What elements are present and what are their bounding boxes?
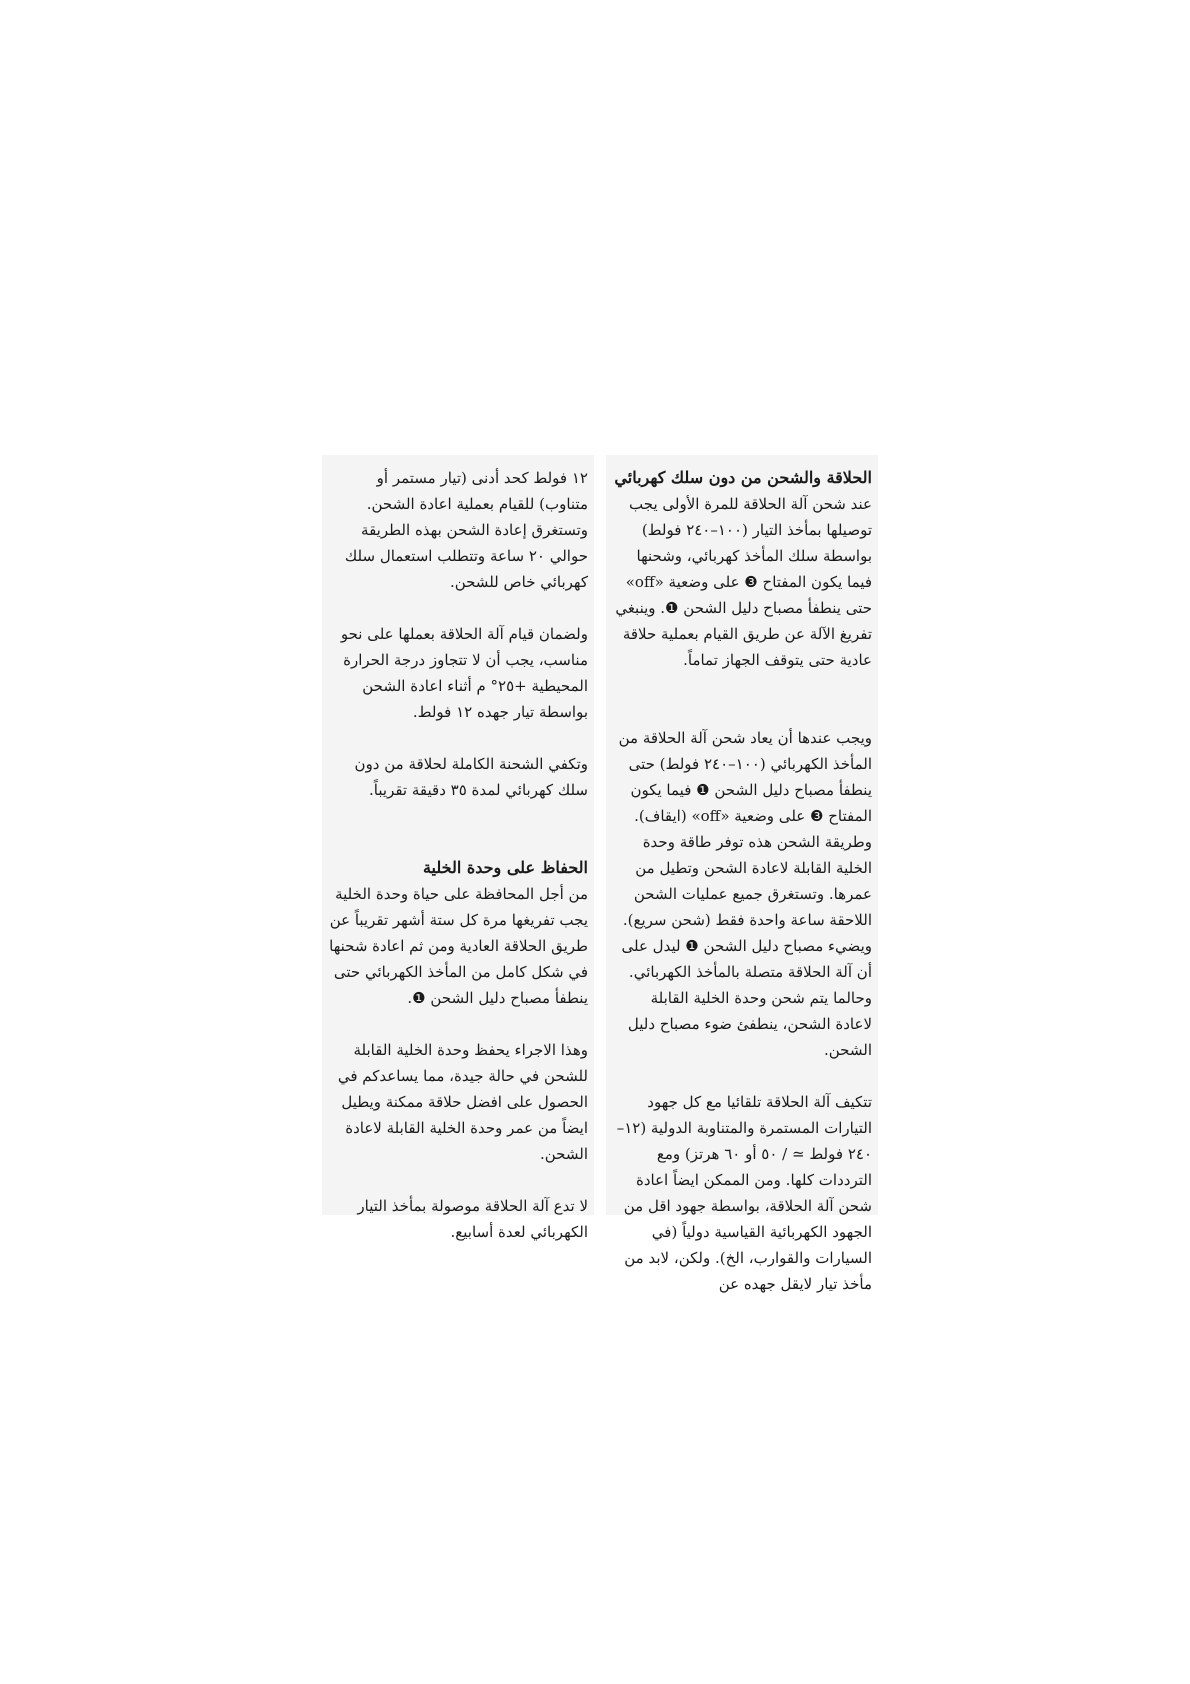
right-text-column [606,455,878,1293]
cell-condition-paragraph: وهذا الاجراء يحفظ وحدة الخلية القابلة للشحن في حالة جيدة، مما يساعدكم في الحصول على افضل حلاقة ممكنة ويطيل ايضاً من عمر وحدة الخلية القابلة لاعادة الشحن. [337,1041,588,1163]
section-heading-cordless-charging: الحلاقة والشحن من دون سلك كهربائي [614,468,872,487]
temperature-paragraph: ولضمان قيام آلة الحلاقة بعملها على نحو مناسب، يجب أن لا تتجاوز درجة الحرارة المحيطية +٢٥° م أثناء اعادة الشحن بواسطة تيار جهده ١٢ فولط. [340,625,588,721]
first-charge-paragraph: عند شحن آلة الحلاقة للمرة الأولى يجب توصيلها بمأخذ التيار (١٠٠–٢٤٠ فولط) بواسطة سلك المأخذ كهربائي، وشحنها فيما يكون المفتاح ❸ على وضعية «off» حتى ينطفأ مصباح دليل الشحن ❶. وينبغي تفريغ الآلة عن طريق القيام بعملية حلاقة عادية حتى يتوقف الجهاز تماماً. [615,495,872,669]
section-heading-cell-care: الحفاظ على وحدة الخلية [422,858,588,877]
shave-duration-paragraph: وتكفي الشحنة الكاملة لحلاقة من دون سلك كهربائي لمدة ٣٥ دقيقة تقريباً. [354,755,588,799]
recharge-paragraph: ويجب عندها أن يعاد شحن آلة الحلاقة من المأخذ الكهربائي (١٠٠–٢٤٠ فولط) حتى ينطفأ مصباح دليل الشحن ❶ فيما يكون المفتاح ❸ على وضعية «off» (ايقاف). وطريقة الشحن هذه توفر طاقة وحدة الخلية القابلة لاعادة الشحن وتطيل من عمرها. وتستغرق جميع عمليات الشحن اللاحقة ساعة واحدة فقط (شحن سريع). ويضيء مصباح دليل الشحن ❶ ليدل على أن آلة الحلاقة متصلة بالمأخذ الكهربائي. وحالما يتم شحن وحدة الخلية القابلة لاعادة الشحن، ينطفئ ضوء مصباح دليل الشحن. [618,729,872,1059]
cell-care-paragraph: من أجل المحافظة على حياة وحدة الخلية يجب تفريغها مرة كل ستة أشهر تقريباً عن طريق الحلاقة العادية ومن ثم اعادة شحنها في شكل كامل من المأخذ الكهربائي حتى ينطفأ مصباح دليل الشحن ❶. [329,885,588,1007]
disconnect-warning-paragraph: لا تدع آلة الحلاقة موصولة بمأخذ التيار الكهربائي لعدة أسابيع. [357,1197,588,1241]
left-text-column [322,455,594,1241]
voltage-continued-paragraph: ١٢ فولط كحد أدنى (تيار مستمر أو متناوب) للقيام بعملية اعادة الشحن. وتستغرق إعادة الشحن بهذه الطريقة حوالي ٢٠ ساعة وتتطلب استعمال سلك كهربائي خاص للشحن. [344,469,588,591]
voltage-paragraph: تتكيف آلة الحلاقة تلقائيا مع كل جهود التيارات المستمرة والمتناوبة الدولية (١٢–٢٤٠ فولط ≃ / ٥٠ أو ٦٠ هرتز) ومع الترددات كلها. ومن الممكن ايضاً اعادة شحن آلة الحلاقة، بواسطة جهود اقل من الجهود الكهربائية القياسية دولياً (في السيارات والقوارب، الخ). ولكن، لابد من مأخذ تيار لايقل جهده عن [616,1093,872,1293]
